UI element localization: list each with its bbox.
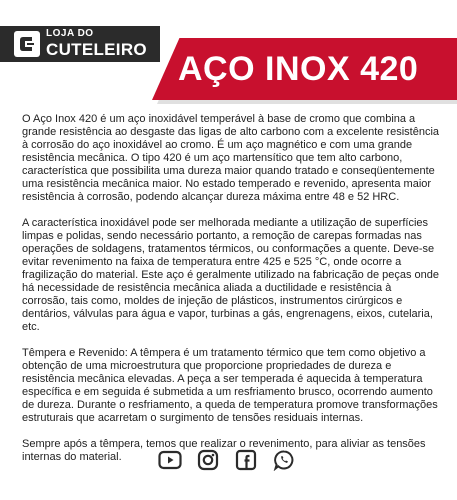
header	[0, 0, 457, 100]
c-logo-icon	[14, 31, 40, 57]
page-title: AÇO INOX 420	[178, 50, 419, 88]
brand-name-line1: LOJA DO	[46, 28, 94, 39]
brand-logo	[46, 29, 147, 58]
paragraph-intro: O Aço Inox 420 é um aço inoxidável temperável à base de cromo que combina a grande resistência ao desgaste das ligas de alto carbono com a excelente resistência à corrosão do aço inoxidável ao cromo. É um aço magnético e com uma grande resistência mecânica. O tipo 420 é um aço martensítico que tem alto carbono, característica que possibilita uma dureza maior quando tratado e conseqüentemente uma resistência mecânica maior. No estado temperado e revenido, apresenta maior resistência à corrosão, podendo alcançar dureza máxima entre 48 e 52 HRC.	[22, 113, 440, 203]
paragraph-characteristics: A característica inoxidável pode ser melhorada mediante a utilização de superfícies limpas e polidas, sendo necessário portanto, a remoção de carepas formadas nas operações de soldagens, tratamentos térmicos, ou conformações a quente. Deve-se evitar revenimento na faixa de temperatura entre 425 e 525 °C, onde ocorre a fragilização do material. Este aço é geralmente utilizado na fabricação de peças onde há necessidade de resistência mecânica aliada a ductilidade e resistência à corrosão, tais como, moldes de injeção de plásticos, instrumentos cirúrgicos e dentários, válvulas para água e vapor, turbinas a gás, engrenagens, eixos, cutelaria, etc.	[22, 217, 440, 333]
whatsapp-icon[interactable]	[272, 449, 296, 471]
brand-name-line2: CUTELEIRO	[46, 40, 147, 59]
paragraph-tempering: Têmpera e Revenido: A têmpera é um tratamento térmico que tem como objetivo a obtenção de uma microestrutura que proporcione propriedades de dureza e resistência mecânica elevadas. A peça a ser temperada é aquecida à temperatura específica e em seguida é submetida a um resfriamento brusco, ocorrendo aumento de dureza. Durante o resfriamento, a queda de temperatura promove transformações estruturais que acarretam o surgimento de tensões residuais internas.	[22, 347, 438, 424]
article-body	[22, 113, 440, 477]
paragraph-revenido: Sempre após a têmpera, temos que realizar o revenimento, para aliviar as tensões internas do material.	[22, 438, 426, 463]
facebook-icon[interactable]	[234, 449, 258, 471]
youtube-icon[interactable]	[158, 449, 182, 471]
instagram-icon[interactable]	[196, 449, 220, 471]
social-links	[158, 449, 296, 471]
